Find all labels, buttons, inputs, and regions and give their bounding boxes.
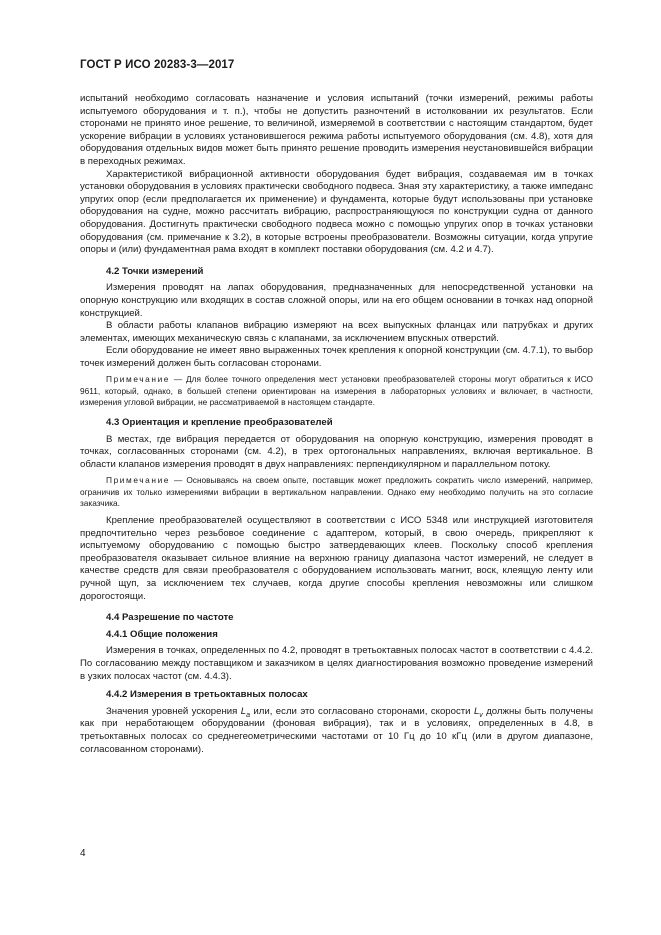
note-label: Примечание [106, 374, 171, 385]
section-heading-4-4-2: 4.4.2 Измерения в третьоктавных полосах [106, 689, 308, 701]
paragraph: Значения уровней ускорения $L_a$ или, если это согласовано сторонами, скорости $L_v$ должны быть получены как при неработающем оборудовании (фоновая вибрация), так и в условиях, определенных в 4.8, в третьоктавных полосах со среднегеометрическими частотами от 10 Гц до 10 кГц (или в другом диапазоне, согласованном сторонами). [80, 705, 593, 755]
paragraph: Измерения проводят на лапах оборудования, предназначенных для непосредственной установки на опорную конструкцию или входящих в состав сложной опоры, или на его общем основании в точках над опорной конструкцией. [80, 282, 593, 319]
paragraph: В области работы клапанов вибрацию измеряют на всех выпускных фланцах или патрубках и других элементах, имеющих механическую связь с клапанами, за исключением впускных отверстий. [80, 320, 593, 344]
paragraph: В местах, где вибрация передается от оборудования на опорную конструкцию, измерения проводят в точках, согласованных сторонами (см. 4.2), в трех ортогональных направлениях, включая вертикальное. В области клапанов измерения проводят в двух направлениях: перпендикулярном и параллельном потоку. [80, 433, 593, 470]
section-heading-4-4-1: 4.4.1 Общие положения [106, 628, 218, 640]
page-header: ГОСТ Р ИСО 20283-3—2017 [80, 59, 235, 71]
section-heading-4-2: 4.2 Точки измерений [106, 265, 204, 277]
note-label: Примечание [106, 475, 171, 486]
page-number: 4 [80, 848, 86, 859]
paragraph: Крепление преобразователей осуществляют в соответствии с ИСО 5348 или инструкцией изготовителя предпочтительно через резьбовое соединение с адаптером, который, в свою очередь, прикрепляют к испытуемому оборудованию с помощью быстро затвердевающих клеев. Поскольку способ крепления преобразователя оказывает сильное влияние на верхнюю границу диапазона частот измерений, не следует в качестве средств для связи преобразователя с оборудованием использовать магнит, воск, клеящую ленту или ручной щуп, за исключением тех случаев, когда другие способы крепления невозможны или слишком дорогостоящи. [80, 515, 593, 602]
symbol-la: $L_a$ [240, 705, 250, 719]
paragraph: Измерения в точках, определенных по 4.2, проводят в третьоктавных полосах частот в соответствии с 4.4.2. По согласованию между поставщиком и заказчиком в целях диагностирования возможно проведение измерений в узких полосах частот (см. 4.4.3). [80, 645, 593, 682]
paragraph: Характеристикой вибрационной активности оборудования будет вибрация, создаваемая им в точках установки оборудования в условиях практически свободного подвеса. Зная эту характеристику, а также импеданс упругих опор (если предполагается их применение) и фундамента, которые будут использованы при установке оборудования на судне, можно рассчитать вибрацию, распространяющуюся по конструкции судна от данного оборудования. Достигнуть практически свободного подвеса можно с помощью упругих опор в точках установки оборудования (см. примечание к 3.2), в которые встроены преобразователи. Возможны ситуации, когда упругие опоры и (или) фундаментная рама входят в комплект поставки оборудования (см. 4.2 и 4.7). [80, 168, 593, 256]
note [80, 374, 593, 408]
note [80, 475, 593, 509]
document-body [80, 93, 593, 756]
note-text: — Для более точного определения мест установки преобразователей стороны могут обратиться к ИСО 9611, который, однако, в большей степени ориентирован на измерения в лабораторных условиях и включает, в частности, измерения угловой вибрации, не рассматриваемой в настоящем стандарте. [80, 374, 593, 407]
paragraph: Если оборудование не имеет явно выраженных точек крепления к опорной конструкции (см. 4.7.1), то выбор точек измерений должен быть согласован сторонами. [80, 345, 593, 369]
note-text: — Основываясь на своем опыте, поставщик может предложить сократить число измерений, например, ограничив их только измерениями вибрации в вертикальном направлении. Однако ему необходимо получить на это согласие заказчика. [80, 475, 593, 508]
section-heading-4-3: 4.3 Ориентация и крепление преобразователей [106, 417, 333, 429]
symbol-lv: $L_v$ [473, 705, 483, 719]
section-heading-4-4: 4.4 Разрешение по частоте [106, 612, 234, 624]
paragraph: испытаний необходимо согласовать назначение и условия испытаний (точки измерений, режимы работы испытуемого оборудования и т. п.), чтобы не допустить разночтений в истолковании их результатов. Если сторонами не принято иное решение, то величиной, измеряемой в соответствии с настоящим стандартом, будет ускорение вибрации в условиях установившегося режима работы испытуемого оборудования (см. 4.8), хотя для оборудования отдельных видов может быть принято решение проводить измерения неустановившейся вибрации в переходных режимах. [80, 93, 593, 167]
